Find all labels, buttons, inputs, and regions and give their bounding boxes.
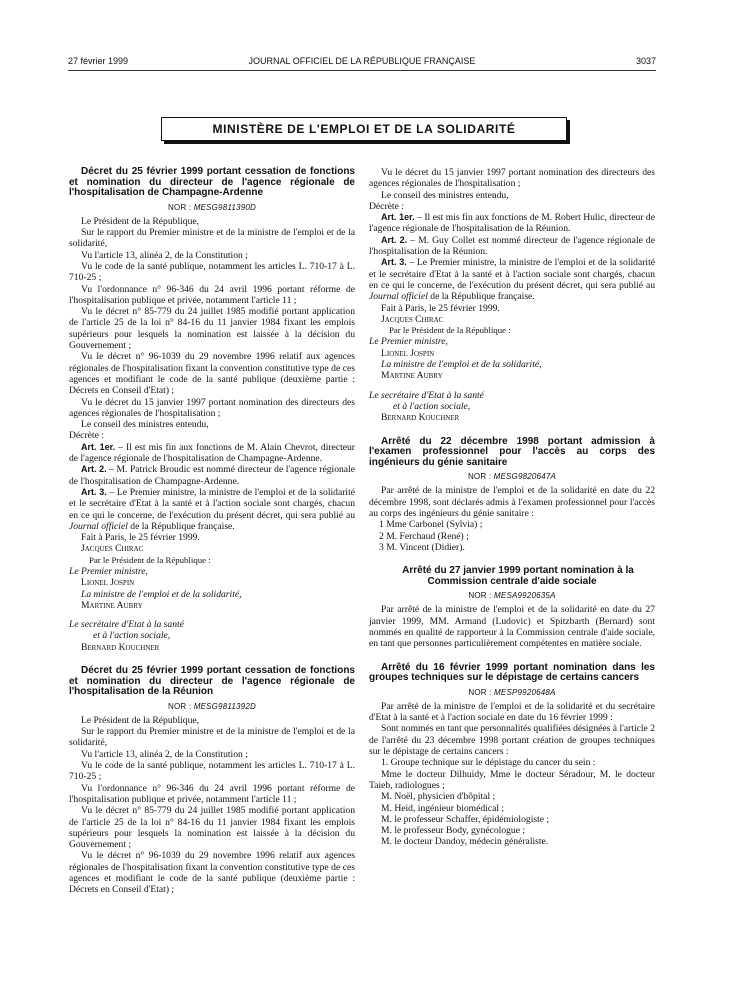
decrete-label: Décrète : — [69, 430, 104, 442]
article-label: Art. 3. — [81, 486, 107, 497]
nor-label: NOR : — [467, 472, 492, 482]
paragraph: Vu l'ordonnance n° 96-346 du 24 avril 1996 portant réforme de l'hospitalisation publique et privée, notamment l'article 11 ; — [69, 782, 355, 805]
par-le-president: Par le Président de la République : — [389, 325, 511, 336]
paragraph: Par arrêté de la ministre de l'emploi et de la solidarité en date du 22 décembre 1998, sont déclarés admis à l'examen professionnel pour l'accès au corps des ingénieurs du génie sanitaire : — [369, 485, 655, 519]
paragraph: Le Président de la République, — [81, 215, 200, 227]
paragraph: Sur le rapport du Premier ministre et de la ministre de l'emploi et de la solidarité, — [69, 227, 355, 250]
nor-code: MESA9920635A — [494, 591, 556, 601]
signature-president: Jacques Chirac — [381, 313, 444, 325]
nor-label: NOR : — [468, 591, 492, 601]
paragraph: M. le docteur Dandoy, médecin généraliste. — [381, 836, 549, 848]
article-2 — [369, 235, 655, 258]
se-title-1: Le secrétaire d'Etat à la santé — [69, 619, 184, 631]
minister-title: La ministre de l'emploi et de la solidarité, — [81, 588, 242, 600]
article-text: – Le Premier ministre, la ministre de l'emploi et de la solidarité et le secrétaire d'Etat à la santé et à l'action sociale sont chargés, chacun en ce qui le concerne, de l'exécution du présent décret, qui sera publié au — [369, 257, 655, 291]
minister-name: Martine Aubry — [381, 370, 443, 382]
arrete-1-title: Arrêté du 22 décembre 1998 portant admission à l'examen professionnel pour l'accès au corps des ingénieurs du génie sanitaire — [369, 435, 655, 468]
article-label: Art. 2. — [81, 464, 107, 475]
paragraph: Le Président de la République, — [81, 714, 200, 726]
pm-name: Lionel Jospin — [81, 577, 135, 589]
fait-a-paris: Fait à Paris, le 25 février 1999. — [381, 302, 500, 314]
paragraph: Vu le code de la santé publique, notamment les articles L. 710-17 à L. 710-25 ; — [69, 260, 355, 284]
paragraph: M. Heid, ingénieur biomédical ; — [381, 802, 505, 814]
nor-code: MESG9811392D — [193, 701, 256, 711]
journal-name: Journal officiel — [369, 291, 428, 303]
decree-2-nor — [69, 701, 355, 712]
se-name: Bernard Kouchner — [381, 412, 460, 424]
left-column — [69, 167, 355, 896]
list-item: 2 M. Ferchaud (René) ; — [379, 530, 469, 542]
paragraph: Mme le docteur Dilhuidy, Mme le docteur Séradour, M. le docteur Taieb, radiologues ; — [369, 768, 655, 791]
article-text: – Le Premier ministre, la ministre de l'emploi et de la solidarité et le secrétaire d'Etat à la santé et à l'action sociale sont chargés, chacun en ce qui le concerne, de l'exécution du présent décret, qui sera publié au — [69, 486, 355, 521]
paragraph: Vu le décret n° 96-1039 du 29 novembre 1996 relatif aux agences régionales de l'hospitalisation fixant la convention constitutive type de ces agences et modifiant le code de la santé publique (deuxième partie : Décrets en Conseil d'Etat) ; — [69, 351, 355, 397]
arrete-3-nor — [369, 687, 655, 698]
paragraph: Vu le code de la santé publique, notamment les articles L. 710-17 à L. 710-25 ; — [69, 760, 355, 783]
nor-code: MESG9820647A — [493, 472, 557, 482]
arrete-2-nor — [369, 590, 655, 601]
article-3 — [69, 487, 355, 532]
article-text: – Il est mis fin aux fonctions de M. Alain Chevrot, directeur de l'agence régionale de l'hospitalisation de Champagne-Ardenne. — [69, 441, 355, 465]
article-1 — [69, 442, 355, 465]
paragraph: Vu l'article 13, alinéa 2, de la Constitution ; — [81, 748, 248, 760]
paragraph: M. le professeur Body, gynécologue ; — [381, 825, 526, 837]
nor-code: MESG9811390D — [193, 202, 256, 212]
article-1 — [369, 212, 655, 235]
article-3 — [369, 257, 655, 302]
paragraph: Par arrêté de la ministre de l'emploi et de la solidarité et du secrétaire d'Etat à la santé et à l'action sociale en date du 16 février 1999 : — [369, 700, 655, 724]
paragraph: Par arrêté de la ministre de l'emploi et de la solidarité en date du 27 janvier 1999, MM. Armand (Ludovic) et Spitzbarth (Bernard) sont nommés en qualité de rapporteur à la Commission centrale d'aide sociale, en tant que personnes particulièrement compétentes en matière sociale. — [369, 604, 655, 650]
nor-label: NOR : — [168, 202, 192, 212]
paragraph: M. le professeur Schaffer, épidémiologiste ; — [381, 813, 550, 825]
arrete-1-nor — [369, 471, 655, 482]
paragraph: Vu l'ordonnance n° 96-346 du 24 avril 1996 portant réforme de l'hospitalisation publique et privée, notamment l'article 11 ; — [69, 283, 355, 306]
list-item: 1 Mme Carbonel (Sylvia) ; — [379, 519, 483, 531]
pm-title: Le Premier ministre, — [69, 566, 148, 577]
nor-label: NOR : — [168, 701, 192, 711]
se-title-2: et à l'action sociale, — [93, 630, 171, 642]
minister-title: La ministre de l'emploi et de la solidarité, — [381, 359, 542, 371]
article-text: – M. Guy Collet est nommé directeur de l'agence régionale de l'hospitalisation de la Réunion. — [369, 234, 655, 258]
header-date: 27 février 1999 — [68, 56, 129, 66]
se-title-1: Le secrétaire d'Etat à la santé — [369, 389, 484, 401]
decree-2-title: Décret du 25 février 1999 portant cessation de fonctions et nomination du directeur de l'agence régionale de l'hospitalisation de la Réunion — [69, 665, 355, 698]
se-title-2: et à l'action sociale, — [393, 400, 471, 412]
paragraph: Le conseil des ministres entendu, — [381, 189, 509, 201]
page-header — [68, 56, 656, 71]
pm-title: Le Premier ministre, — [369, 336, 448, 348]
article-2 — [69, 464, 355, 487]
paragraph: Vu le décret n° 85-779 du 24 juillet 1985 modifié portant application de l'article 25 de la loi n° 84-16 du 11 janvier 1984 fixant les emplois supérieurs pour lesquels la nomination est laissée à la décision du Gouvernement ; — [69, 805, 355, 851]
fait-a-paris: Fait à Paris, le 25 février 1999. — [81, 532, 200, 544]
article-text: – Il est mis fin aux fonctions de M. Robert Hulic, directeur de l'agence régionale de l'hospitalisation de la Réunion. — [369, 212, 655, 235]
paragraph: 1. Groupe technique sur le dépistage du cancer du sein : — [381, 757, 596, 769]
paragraph: Le conseil des ministres entendu, — [81, 419, 209, 431]
article-label: Art. 1er. — [81, 441, 116, 452]
article-text: de la République française. — [427, 291, 535, 303]
paragraph: Vu le décret du 15 janvier 1997 portant nomination des directeurs des agences régionales de l'hospitalisation ; — [369, 167, 655, 190]
arrete-2-title: Arrêté du 27 janvier 1999 portant nomination à la Commission centrale d'aide sociale — [402, 565, 634, 587]
article-text: de la République française. — [127, 520, 235, 532]
paragraph: M. Noël, physicien d'hôpital ; — [381, 791, 496, 803]
paragraph: Vu le décret n° 96-1039 du 29 novembre 1996 relatif aux agences régionales de l'hospitalisation fixant la convention constitutive type de ces agences et modifiant le code de la santé publique (deuxième partie : Décrets en Conseil d'Etat) ; — [69, 850, 355, 896]
paragraph: Vu l'article 13, alinéa 2, de la Constitution ; — [81, 249, 248, 261]
decree-1-title: Décret du 25 février 1999 portant cessation de fonctions et nomination du directeur de l'agence régionale de l'hospitalisation de Champagne-Ardenne — [69, 166, 355, 198]
signature-president: Jacques Chirac — [81, 543, 144, 555]
nor-code: MESP9920648A — [494, 687, 556, 697]
par-le-president: Par le Président de la République : — [89, 554, 211, 565]
se-name: Bernard Kouchner — [81, 641, 160, 653]
article-text: – M. Patrick Broudic est nommé directeur de l'agence régionale de l'hospitalisation de Champagne-Ardenne. — [69, 464, 355, 487]
decree-1-nor — [69, 202, 355, 213]
nor-label: NOR : — [468, 687, 492, 697]
decrete-label: Décrète : — [369, 200, 404, 212]
paragraph: Vu le décret du 15 janvier 1997 portant nomination des directeurs des agences régionales de l'hospitalisation ; — [69, 396, 355, 419]
paragraph: Sur le rapport du Premier ministre et de la ministre de l'emploi et de la solidarité, — [69, 726, 355, 749]
minister-name: Martine Aubry — [81, 599, 143, 611]
ministry-banner: MINISTÈRE DE L'EMPLOI ET DE LA SOLIDARITÉ — [161, 117, 567, 141]
header-journal: JOURNAL OFFICIEL DE LA RÉPUBLIQUE FRANÇAISE — [248, 56, 476, 66]
paragraph: Sont nommés en tant que personnalités qualifiées désignées à l'article 2 de l'arrêté du 23 décembre 1998 portant création de groupes techniques sur le dépistage de certains cancers : — [369, 723, 656, 758]
article-label: Art. 2. — [381, 234, 408, 245]
admitted-list — [369, 519, 655, 553]
list-item: 3 M. Vincent (Didier). — [379, 541, 465, 553]
arrete-3-title: Arrêté du 16 février 1999 portant nomination dans les groupes techniques sur le dépistage de certains cancers — [369, 661, 655, 684]
article-label: Art. 1er. — [381, 212, 415, 223]
paragraph: Vu le décret n° 85-779 du 24 juillet 1985 modifié portant application de l'article 25 de la loi n° 84-16 du 11 janvier 1984 fixant les emplois supérieurs pour lesquels la nomination est laissée à la décision du Gouvernement ; — [69, 306, 355, 352]
pm-name: Lionel Jospin — [381, 347, 435, 359]
right-column — [369, 167, 655, 848]
article-label: Art. 3. — [381, 257, 407, 268]
journal-name: Journal officiel — [69, 520, 128, 532]
header-page-number: 3037 — [635, 56, 656, 66]
